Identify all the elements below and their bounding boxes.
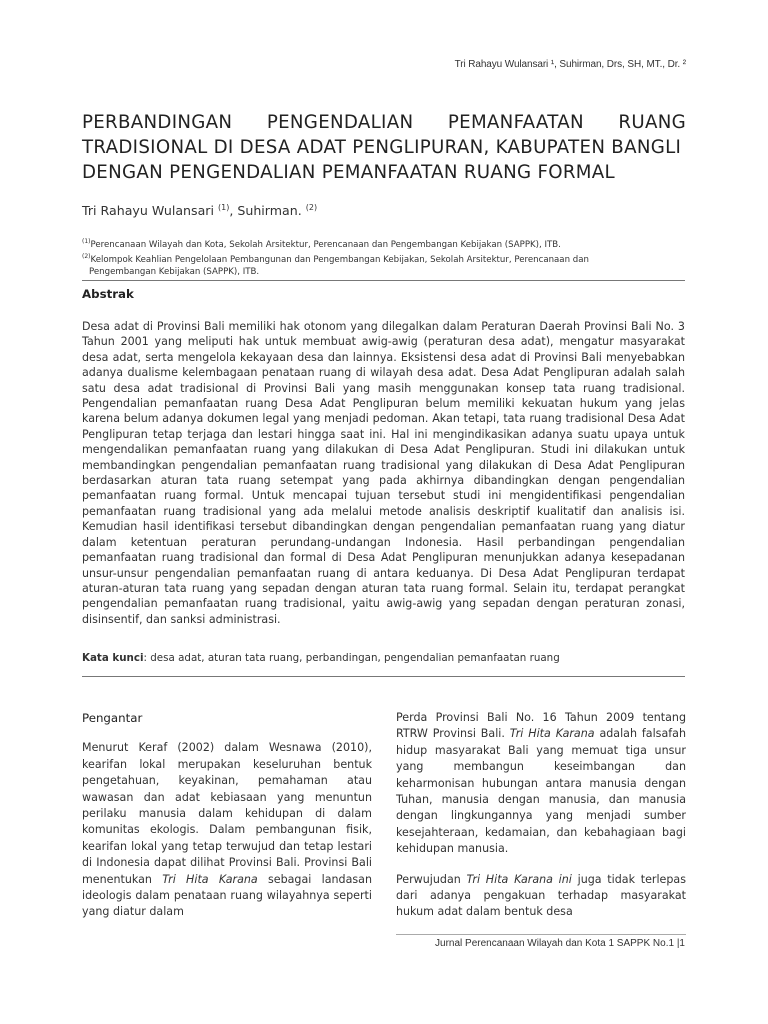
text-run: sebagai landasan ideologis dalam penataan ruang wilayahnya seperti yang diatur dalam [82,872,372,919]
affiliation-2 [82,251,684,266]
keywords-label: Kata kunci [82,652,144,664]
text-run: Perda Provinsi Bali No. 16 Tahun 2009 tentang RTRW Provinsi Bali. [396,711,686,741]
affil-mark: (1) [82,238,91,245]
affil-text: Kelompok Keahlian Pengelolaan Pembangunan dan Pengembangan Kebijakan, Sekolah Arsitektur, Perencanaan dan [90,255,589,266]
title-line: PERBANDINGAN PENGENDALIAN PEMANFAATAN RUANG [82,112,686,133]
author-name: Tri Rahayu Wulansari [82,203,218,219]
title-line: TRADISIONAL DI DESA ADAT PENGLIPURAN, KABUPATEN BANGLI [82,137,682,158]
author-name: , Suhirman. [229,203,306,219]
text-run: Menurut Keraf (2002) dalam Wesnawa (2010), kearifan lokal merupakan keseluruhan bentuk pengetahuan, keyakinan, pemahaman atau wawasan dan adat kebiasaan yang menuntun perilaku manusia dalam kehidupan di dalam komunitas ekologis. Dalam pembangunan fisik, kearifan lokal yang tetap terwujud dan tetap lestari di Indonesia dapat dilihat Provinsi Bali. Provinsi Bali menentukan [82,741,372,886]
italic-term: Tri Hita Karana [162,872,258,886]
paper-title [82,110,686,185]
italic-term: Tri Hita Karana ini [466,872,572,886]
author-list [82,203,317,218]
paragraph [82,740,372,920]
text-run: juga tidak terlepas dari adanya pengakuan terhadap masyarakat hukum adat dalam bentuk desa [396,872,686,919]
affiliations [82,236,684,278]
keywords-text: : desa adat, aturan tata ruang, perbandingan, pengendalian pemanfaatan ruang [143,652,560,664]
author-affil-mark: (1) [218,203,230,212]
divider [82,280,685,281]
page-footer: Jurnal Perencanaan Wilayah dan Kota 1 SAPPK No.1 |1 [435,938,685,949]
title-line: DENGAN PENGENDALIAN PEMANFAATAN RUANG FORMAL [82,162,615,183]
author-affil-mark: (2) [305,203,318,212]
column-left [82,710,372,935]
footer-divider [396,934,686,935]
affil-text: Perencanaan Wilayah dan Kota, Sekolah Arsitektur, Perencanaan dan Pengembangan Kebijakan (SAPPK), ITB. [90,239,561,250]
abstract-heading: Abstrak [82,287,134,301]
affiliation-2-cont: Pengembangan Kebijakan (SAPPK), ITB. [89,266,260,277]
keywords [82,652,685,664]
abstract-text: Desa adat di Provinsi Bali memiliki hak otonom yang dilegalkan dalam Peraturan Daerah Provinsi Bali No. 3 Tahun 2001 yang meliputi hak untuk membuat awig-awig (peraturan desa adat), mengatur masyarakat desa adat, serta mengelola kekayaan desa dan lainnya. Eksistensi desa adat di Provinsi Bali menyebabkan adanya dualisme kelembagaan penataan ruang di wilayah desa adat. Desa Adat Penglipuran adalah salah satu desa adat tradisional di Provinsi Bali yang masih menggunakan konsep tata ruang tradisional. Pengendalian pemanfaatan ruang Desa Adat Penglipuran belum memiliki kekuatan hukum yang jelas karena belum adanya dokumen legal yang menjadi pedoman. Akan tetapi, tata ruang tradisional Desa Adat Penglipuran tetap terjaga dan lestari hingga saat ini. Hal ini mengindikasikan adanya suatu upaya untuk mengendalikan pemanfaatan ruang yang dilakukan di Desa Adat Penglipuran. Studi ini dilakukan untuk membandingkan pengendalian pemanfaatan ruang tradisional yang dilakukan di Desa Adat Penglipuran berdasarkan aturan tata ruang setempat yang pada akhirnya dibandingkan dengan pengendalian pemanfaatan ruang formal. Untuk mencapai tujuan tersebut studi ini mengidentifikasi pengendalian pemanfaatan ruang tradisional yang ada melalui metode analisis deskriptif kualitatif dan analisis isi. Kemudian hasil identifikasi tersebut dibandingkan dengan pengendalian pemanfaatan ruang yang diatur dalam ketentuan peraturan perundang-undangan Indonesia. Hasil perbandingan pengendalian pemanfaatan ruang tradisional dan formal di Desa Adat Penglipuran menunjukkan adanya kesepadanan unsur-unsur pengendalian pemanfaatan ruang di antara keduanya. Di Desa Adat Penglipuran terdapat aturan-aturan tata ruang yang sepadan dengan aturan tata ruang formal. Selain itu, terdapat perangkat pengendalian pemanfaatan ruang tradisional, yaitu awig-awig yang sepadan dengan peraturan zonasi, disinsentif, dan sanksi administrasi. [82,320,685,626]
column-right [396,710,686,935]
text-run: Perwujudan [396,872,467,886]
italic-term: Tri Hita Karana [509,727,595,741]
affiliation-1 [82,236,684,251]
affil-mark: (2) [82,253,91,261]
text-run: adalah falsafah hidup masyarakat Bali yang memuat tiga unsur yang membangun keseimbangan dan keharmonisan hubungan antara manusia dengan Tuhan, manusia dengan manusia, dan manusia dengan lingkungannya yang menjadi sumber kesejahteraan, kedamaian, dan kebahagiaan bagi kehidupan manusia. [396,727,686,856]
paragraph [396,710,686,858]
paragraph [396,872,686,921]
divider [82,676,685,677]
section-heading: Pengantar [82,711,143,725]
running-header: Tri Rahayu Wulansari ¹, Suhirman, Drs, SH, MT., Dr. ² [454,59,686,70]
